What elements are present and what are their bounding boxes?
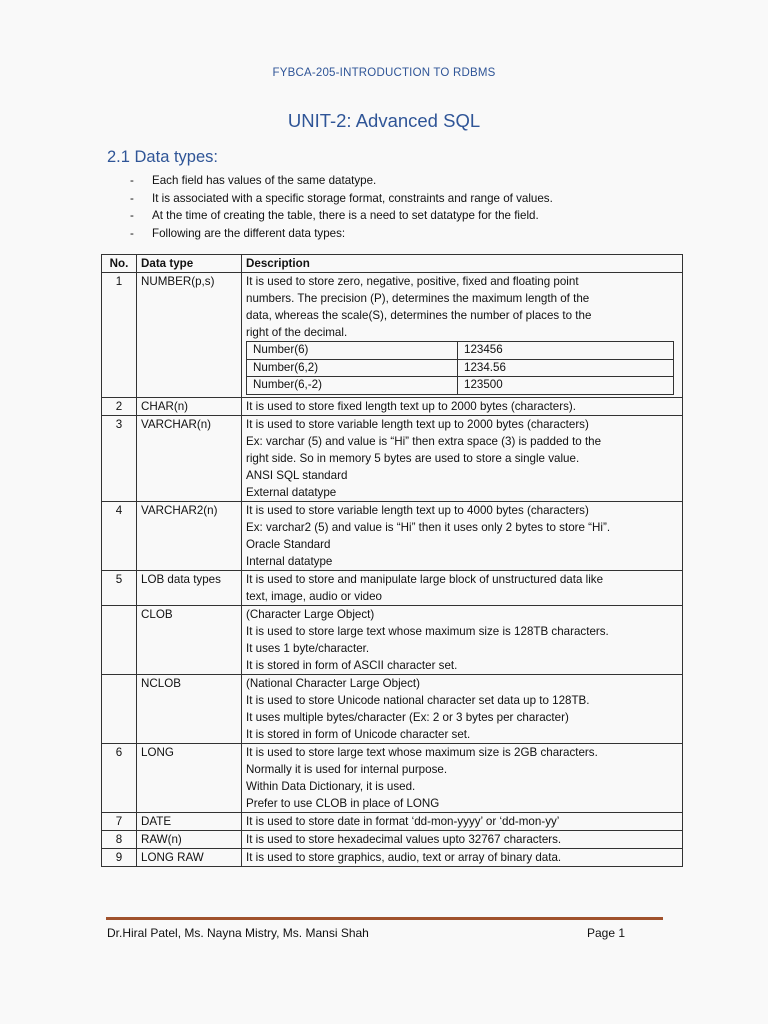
description-line: right of the decimal. xyxy=(246,326,348,339)
row-description xyxy=(242,415,683,501)
row-data-type: LONG xyxy=(137,743,242,812)
row-number: 6 xyxy=(102,743,137,812)
example-declaration: Number(6,-2) xyxy=(247,377,458,395)
table-row xyxy=(102,570,683,605)
description-line: External datatype xyxy=(246,485,337,499)
description-line: (National Character Large Object) xyxy=(246,676,420,690)
example-row xyxy=(247,377,674,395)
table-row xyxy=(102,273,683,398)
description-line: It is used to store hexadecimal values upto 32767 characters. xyxy=(246,832,562,846)
row-data-type: NCLOB xyxy=(137,674,242,743)
row-description xyxy=(242,743,683,812)
example-value: 123456 xyxy=(458,342,674,360)
description-line: Oracle Standard xyxy=(246,537,331,551)
data-types-table xyxy=(101,254,683,867)
row-data-type: CLOB xyxy=(137,605,242,674)
description-line: (Character Large Object) xyxy=(246,607,375,621)
row-data-type: LONG RAW xyxy=(137,848,242,866)
table-row xyxy=(102,397,683,415)
row-description xyxy=(242,570,683,605)
description-line: Ex: varchar (5) and value is “Hi” then extra space (3) is padded to the xyxy=(246,434,602,448)
example-value: 123500 xyxy=(458,377,674,395)
row-data-type: VARCHAR(n) xyxy=(137,415,242,501)
description-line: It is stored in form of Unicode character set. xyxy=(246,727,471,741)
bullet-item: - Following are the different data types: xyxy=(130,225,553,243)
description-line: Normally it is used for internal purpose. xyxy=(246,762,448,776)
description-line: It uses 1 byte/character. xyxy=(246,641,370,655)
description-line: It uses multiple bytes/character (Ex: 2 or 3 bytes per character) xyxy=(246,710,569,724)
description-line: data, whereas the scale(S), determines the number of places to the xyxy=(246,309,592,322)
example-value: 1234.56 xyxy=(458,359,674,377)
bullet-item: - Each field has values of the same datatype. xyxy=(130,172,553,190)
description-line: It is used to store large text whose maximum size is 2GB characters. xyxy=(246,745,598,759)
row-description xyxy=(242,812,683,830)
footer-authors: Dr.Hiral Patel, Ms. Nayna Mistry, Ms. Mansi Shah xyxy=(107,926,369,940)
example-declaration: Number(6) xyxy=(247,342,458,360)
description-line: It is used to store zero, negative, positive, fixed and floating point xyxy=(246,275,579,288)
row-data-type: NUMBER(p,s) xyxy=(137,273,242,398)
row-number: 5 xyxy=(102,570,137,605)
table-row xyxy=(102,812,683,830)
header-data-type: Data type xyxy=(137,255,242,273)
description-line: It is used to store fixed length text up to 2000 bytes (characters). xyxy=(246,399,576,413)
description-line: It is used to store variable length text up to 2000 bytes (characters) xyxy=(246,417,589,431)
description-line: It is used to store variable length text up to 4000 bytes (characters) xyxy=(246,503,589,517)
row-description xyxy=(242,605,683,674)
row-data-type: RAW(n) xyxy=(137,830,242,848)
example-row xyxy=(247,342,674,360)
table-header-row xyxy=(102,255,683,273)
row-number: 3 xyxy=(102,415,137,501)
row-number: 4 xyxy=(102,501,137,570)
section-title: 2.1 Data types: xyxy=(107,148,218,166)
row-data-type: CHAR(n) xyxy=(137,397,242,415)
description-line: It is used to store Unicode national character set data up to 128TB. xyxy=(246,693,590,707)
description-line: Prefer to use CLOB in place of LONG xyxy=(246,796,440,810)
row-description xyxy=(242,830,683,848)
description-line: Within Data Dictionary, it is used. xyxy=(246,779,416,793)
description-line: Internal datatype xyxy=(246,554,333,568)
table-row xyxy=(102,605,683,674)
row-number xyxy=(102,674,137,743)
row-description xyxy=(242,501,683,570)
bullet-item: - At the time of creating the table, there is a need to set datatype for the field. xyxy=(130,207,553,225)
header-description: Description xyxy=(242,255,683,273)
header-no: No. xyxy=(102,255,137,273)
description-line: It is used to store graphics, audio, text or array of binary data. xyxy=(246,850,562,864)
description-line: It is used to store large text whose maximum size is 128TB characters. xyxy=(246,624,609,638)
row-number: 9 xyxy=(102,848,137,866)
example-declaration: Number(6,2) xyxy=(247,359,458,377)
course-header: FYBCA-205-INTRODUCTION TO RDBMS xyxy=(272,67,496,79)
bullet-item: - It is associated with a specific storage format, constraints and range of values. xyxy=(130,190,553,208)
description-line: ANSI SQL standard xyxy=(246,468,348,482)
row-number: 7 xyxy=(102,812,137,830)
row-number: 2 xyxy=(102,397,137,415)
page-number: Page 1 xyxy=(587,926,626,940)
table-row xyxy=(102,830,683,848)
description-line: It is used to store and manipulate large block of unstructured data like xyxy=(246,572,604,586)
example-row xyxy=(247,359,674,377)
row-data-type: DATE xyxy=(137,812,242,830)
description-line: right side. So in memory 5 bytes are used to store a single value. xyxy=(246,451,580,465)
description-line: It is stored in form of ASCII character set. xyxy=(246,658,458,672)
bullet-list xyxy=(130,172,553,242)
description-line: It is used to store date in format ‘dd-mon-yyyy’ or ‘dd-mon-yy’ xyxy=(246,814,560,828)
description-line: Ex: varchar2 (5) and value is “Hi” then it uses only 2 bytes to store “Hi”. xyxy=(246,520,611,534)
table-row xyxy=(102,415,683,501)
table-body xyxy=(102,273,683,867)
unit-title: UNIT-2: Advanced SQL xyxy=(287,110,481,131)
footer-rule xyxy=(106,917,663,920)
row-description xyxy=(242,674,683,743)
row-description xyxy=(242,397,683,415)
row-number: 1 xyxy=(102,273,137,398)
row-description xyxy=(242,848,683,866)
number-examples-table xyxy=(246,341,674,395)
description-line: text, image, audio or video xyxy=(246,589,382,603)
row-number xyxy=(102,605,137,674)
description-line: numbers. The precision (P), determines the maximum length of the xyxy=(246,292,590,305)
row-data-type: LOB data types xyxy=(137,570,242,605)
row-number: 8 xyxy=(102,830,137,848)
row-data-type: VARCHAR2(n) xyxy=(137,501,242,570)
row-description xyxy=(242,273,683,398)
table-row xyxy=(102,674,683,743)
table-row xyxy=(102,743,683,812)
table-row xyxy=(102,501,683,570)
table-row xyxy=(102,848,683,866)
